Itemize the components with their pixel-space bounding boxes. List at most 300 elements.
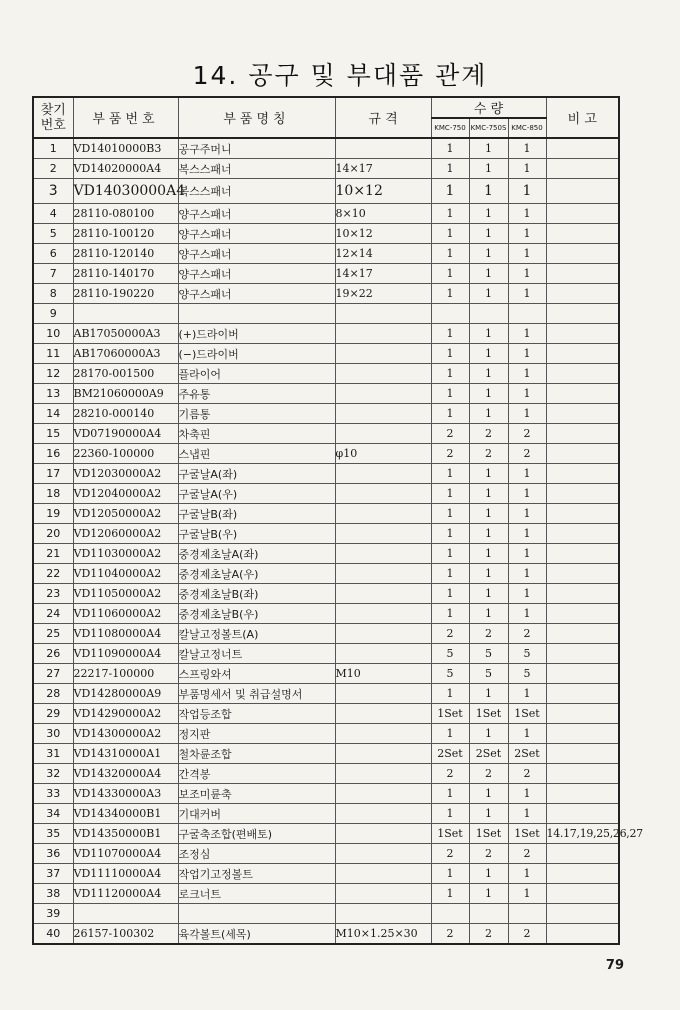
- part-number: 28110-140170: [73, 264, 178, 284]
- table-row: [33, 604, 619, 624]
- qty-kmc-750s: 1: [469, 284, 508, 304]
- specification: [335, 744, 431, 764]
- qty-kmc-750s: 2: [469, 844, 508, 864]
- qty-kmc-850: 1: [508, 264, 546, 284]
- specification: [335, 384, 431, 404]
- note: [546, 484, 619, 504]
- qty-kmc-850: 1: [508, 784, 546, 804]
- qty-kmc-850: 1: [508, 179, 546, 204]
- note: [546, 804, 619, 824]
- part-name: 중경제초날B(우): [178, 604, 335, 624]
- part-name: 공구주머니: [178, 138, 335, 159]
- table-row: [33, 344, 619, 364]
- table-row: [33, 179, 619, 204]
- header-find-no-line1: 찾기: [40, 102, 66, 118]
- part-number: [73, 904, 178, 924]
- specification: [335, 344, 431, 364]
- qty-kmc-750: 1: [431, 864, 469, 884]
- note: [546, 244, 619, 264]
- note: [546, 684, 619, 704]
- part-name: 칼날고정볼트(A): [178, 624, 335, 644]
- part-number: VD11030000A2: [73, 544, 178, 564]
- specification: [335, 404, 431, 424]
- table-row: [33, 864, 619, 884]
- find-number: 1: [33, 138, 73, 159]
- header-part-no: 부품번호: [73, 97, 178, 138]
- qty-kmc-750: 1: [431, 179, 469, 204]
- qty-kmc-850: 2: [508, 764, 546, 784]
- qty-kmc-750: 2: [431, 764, 469, 784]
- qty-kmc-750: 1: [431, 224, 469, 244]
- find-number: 18: [33, 484, 73, 504]
- table-row: [33, 884, 619, 904]
- qty-kmc-750s: 1: [469, 159, 508, 179]
- part-number: VD11090000A4: [73, 644, 178, 664]
- qty-kmc-750: [431, 904, 469, 924]
- qty-kmc-850: 1: [508, 884, 546, 904]
- note: [546, 504, 619, 524]
- table-row: [33, 464, 619, 484]
- qty-kmc-750s: 2Set: [469, 744, 508, 764]
- qty-kmc-750: 2: [431, 444, 469, 464]
- qty-kmc-750s: 1: [469, 484, 508, 504]
- specification: [335, 904, 431, 924]
- find-number: 2: [33, 159, 73, 179]
- table-row: [33, 824, 619, 844]
- part-name: 양구스패너: [178, 264, 335, 284]
- qty-kmc-750s: 1: [469, 138, 508, 159]
- specification: [335, 684, 431, 704]
- qty-kmc-750: 1: [431, 159, 469, 179]
- qty-kmc-750: 1Set: [431, 824, 469, 844]
- qty-kmc-850: 2: [508, 424, 546, 444]
- header-find-no: [33, 97, 73, 138]
- find-number: 12: [33, 364, 73, 384]
- part-number: VD14290000A2: [73, 704, 178, 724]
- find-number: 6: [33, 244, 73, 264]
- qty-kmc-750: 1: [431, 524, 469, 544]
- qty-kmc-750s: 1: [469, 784, 508, 804]
- part-name: 양구스패너: [178, 244, 335, 264]
- qty-kmc-750: 1: [431, 504, 469, 524]
- part-number: VD11060000A2: [73, 604, 178, 624]
- part-name: 간격봉: [178, 764, 335, 784]
- note: [546, 159, 619, 179]
- part-name: [178, 904, 335, 924]
- part-number: 28110-120140: [73, 244, 178, 264]
- find-number: 33: [33, 784, 73, 804]
- table-row: [33, 784, 619, 804]
- qty-kmc-850: 1: [508, 584, 546, 604]
- part-number: BM21060000A9: [73, 384, 178, 404]
- specification: [335, 844, 431, 864]
- specification: 14×17: [335, 264, 431, 284]
- qty-kmc-850: 1: [508, 724, 546, 744]
- qty-kmc-750s: 1: [469, 344, 508, 364]
- header-spec: 규 격: [335, 97, 431, 138]
- header-part-name: 부품명칭: [178, 97, 335, 138]
- find-number: 8: [33, 284, 73, 304]
- note: [546, 724, 619, 744]
- qty-kmc-750s: 1: [469, 684, 508, 704]
- find-number: 40: [33, 924, 73, 945]
- find-number: 21: [33, 544, 73, 564]
- part-name: 조정심: [178, 844, 335, 864]
- qty-kmc-750s: 1: [469, 604, 508, 624]
- qty-kmc-850: 1: [508, 159, 546, 179]
- specification: [335, 364, 431, 384]
- table-row: [33, 324, 619, 344]
- table-row: [33, 264, 619, 284]
- specification: M10: [335, 664, 431, 684]
- find-number: 36: [33, 844, 73, 864]
- table-row: [33, 644, 619, 664]
- specification: [335, 704, 431, 724]
- part-name: 스냅핀: [178, 444, 335, 464]
- qty-kmc-850: 1: [508, 384, 546, 404]
- qty-kmc-750: 1: [431, 484, 469, 504]
- qty-kmc-850: 1: [508, 204, 546, 224]
- page-title: 14. 공구 및 부대품 관계: [192, 61, 488, 90]
- note: [546, 924, 619, 945]
- part-name: 칼날고정너트: [178, 644, 335, 664]
- note: [546, 444, 619, 464]
- qty-kmc-850: 5: [508, 644, 546, 664]
- part-name: 차축핀: [178, 424, 335, 444]
- specification: [335, 724, 431, 744]
- part-name: 기름통: [178, 404, 335, 424]
- qty-kmc-750: 5: [431, 664, 469, 684]
- qty-kmc-750: 1: [431, 564, 469, 584]
- qty-kmc-750s: 1: [469, 244, 508, 264]
- qty-kmc-750: 1: [431, 804, 469, 824]
- table-row: [33, 924, 619, 945]
- qty-kmc-850: 1Set: [508, 704, 546, 724]
- part-number: [73, 304, 178, 324]
- qty-kmc-750: 2: [431, 924, 469, 945]
- qty-kmc-750s: 1: [469, 404, 508, 424]
- part-name: 복스스패너: [178, 159, 335, 179]
- part-name: 양구스패너: [178, 224, 335, 244]
- part-number: VD14310000A1: [73, 744, 178, 764]
- part-number: VD11050000A2: [73, 584, 178, 604]
- find-number: 3: [33, 179, 73, 204]
- part-number: AB17050000A3: [73, 324, 178, 344]
- find-number: 9: [33, 304, 73, 324]
- qty-kmc-850: 1: [508, 344, 546, 364]
- part-number: 26157-100302: [73, 924, 178, 945]
- qty-kmc-750s: [469, 304, 508, 324]
- qty-kmc-850: 1: [508, 684, 546, 704]
- find-number: 29: [33, 704, 73, 724]
- header-note: 비 고: [546, 97, 619, 138]
- table-row: [33, 764, 619, 784]
- part-name: 구굴날B(우): [178, 524, 335, 544]
- find-number: 34: [33, 804, 73, 824]
- qty-kmc-750s: 1: [469, 224, 508, 244]
- qty-kmc-750s: 2: [469, 444, 508, 464]
- qty-kmc-850: 1: [508, 404, 546, 424]
- find-number: 20: [33, 524, 73, 544]
- part-number: VD12030000A2: [73, 464, 178, 484]
- part-number: VD07190000A4: [73, 424, 178, 444]
- qty-kmc-750: 1: [431, 324, 469, 344]
- qty-kmc-850: 1: [508, 464, 546, 484]
- qty-kmc-750s: 2: [469, 924, 508, 945]
- find-number: 5: [33, 224, 73, 244]
- part-name: 보조미륜축: [178, 784, 335, 804]
- qty-kmc-750: 1: [431, 724, 469, 744]
- table-row: [33, 664, 619, 684]
- qty-kmc-750s: 1: [469, 179, 508, 204]
- find-number: 24: [33, 604, 73, 624]
- find-number: 23: [33, 584, 73, 604]
- specification: 14×17: [335, 159, 431, 179]
- part-number: VD14280000A9: [73, 684, 178, 704]
- table-row: [33, 564, 619, 584]
- note: [546, 844, 619, 864]
- qty-kmc-750: 2: [431, 624, 469, 644]
- part-number: VD14010000B3: [73, 138, 178, 159]
- qty-kmc-750s: 1: [469, 584, 508, 604]
- specification: [335, 524, 431, 544]
- qty-kmc-750s: 1: [469, 264, 508, 284]
- qty-kmc-850: 5: [508, 664, 546, 684]
- part-number: VD11070000A4: [73, 844, 178, 864]
- table-row: [33, 484, 619, 504]
- header-model-2: KMC-750S: [469, 118, 508, 138]
- table-row: [33, 304, 619, 324]
- qty-kmc-750s: 1: [469, 204, 508, 224]
- note: [546, 384, 619, 404]
- note: [546, 864, 619, 884]
- specification: M10×1.25×30: [335, 924, 431, 945]
- qty-kmc-850: 1: [508, 804, 546, 824]
- table-body: [33, 138, 643, 944]
- part-name: 육각볼트(세목): [178, 924, 335, 945]
- specification: [335, 464, 431, 484]
- table-row: [33, 624, 619, 644]
- specification: [335, 864, 431, 884]
- find-number: 15: [33, 424, 73, 444]
- part-number: VD14330000A3: [73, 784, 178, 804]
- note: [546, 764, 619, 784]
- qty-kmc-750: 1: [431, 244, 469, 264]
- qty-kmc-850: 2: [508, 924, 546, 945]
- specification: [335, 824, 431, 844]
- specification: [335, 564, 431, 584]
- find-number: 30: [33, 724, 73, 744]
- qty-kmc-750: 2: [431, 424, 469, 444]
- note: [546, 784, 619, 804]
- part-number: VD12060000A2: [73, 524, 178, 544]
- part-number: VD14020000A4: [73, 159, 178, 179]
- specification: 12×14: [335, 244, 431, 264]
- note: [546, 704, 619, 724]
- qty-kmc-750: 1: [431, 544, 469, 564]
- qty-kmc-750s: 2: [469, 424, 508, 444]
- qty-kmc-750s: 1: [469, 524, 508, 544]
- find-number: 38: [33, 884, 73, 904]
- part-number: VD14340000B1: [73, 804, 178, 824]
- qty-kmc-850: 1: [508, 524, 546, 544]
- find-number: 28: [33, 684, 73, 704]
- qty-kmc-750: 1: [431, 784, 469, 804]
- find-number: 14: [33, 404, 73, 424]
- part-name: [178, 304, 335, 324]
- qty-kmc-750: 1: [431, 464, 469, 484]
- specification: [335, 304, 431, 324]
- qty-kmc-750: 1Set: [431, 704, 469, 724]
- qty-kmc-750: 1: [431, 584, 469, 604]
- note: [546, 179, 619, 204]
- part-number: VD11110000A4: [73, 864, 178, 884]
- note: [546, 604, 619, 624]
- part-number: VD11040000A2: [73, 564, 178, 584]
- part-name: 정지판: [178, 724, 335, 744]
- table-row: [33, 159, 619, 179]
- qty-kmc-750: 1: [431, 884, 469, 904]
- part-number: 28210-000140: [73, 404, 178, 424]
- qty-kmc-850: 2Set: [508, 744, 546, 764]
- table-row: [33, 684, 619, 704]
- part-name: 구굴날A(우): [178, 484, 335, 504]
- qty-kmc-750: 1: [431, 684, 469, 704]
- note: 14.17,19,25,26,27: [546, 824, 619, 844]
- qty-kmc-750s: [469, 904, 508, 924]
- header-model-3: KMC-850: [508, 118, 546, 138]
- qty-kmc-850: 2: [508, 624, 546, 644]
- note: [546, 204, 619, 224]
- qty-kmc-850: 1: [508, 284, 546, 304]
- note: [546, 584, 619, 604]
- note: [546, 364, 619, 384]
- specification: [335, 884, 431, 904]
- qty-kmc-850: 1: [508, 564, 546, 584]
- part-number: 22360-100000: [73, 444, 178, 464]
- find-number: 4: [33, 204, 73, 224]
- qty-kmc-750: 2Set: [431, 744, 469, 764]
- qty-kmc-850: 2: [508, 444, 546, 464]
- part-name: 작업등조합: [178, 704, 335, 724]
- table-row: [33, 384, 619, 404]
- part-number: 22217-100000: [73, 664, 178, 684]
- part-number: VD11120000A4: [73, 884, 178, 904]
- part-name: 주유통: [178, 384, 335, 404]
- part-number: VD14320000A4: [73, 764, 178, 784]
- specification: [335, 764, 431, 784]
- qty-kmc-750s: 1Set: [469, 704, 508, 724]
- qty-kmc-750s: 5: [469, 664, 508, 684]
- table-row: [33, 404, 619, 424]
- qty-kmc-750s: 1: [469, 324, 508, 344]
- qty-kmc-750: 1: [431, 604, 469, 624]
- note: [546, 138, 619, 159]
- qty-kmc-750s: 1Set: [469, 824, 508, 844]
- find-number: 37: [33, 864, 73, 884]
- note: [546, 884, 619, 904]
- qty-kmc-750s: 5: [469, 644, 508, 664]
- part-number: VD12040000A2: [73, 484, 178, 504]
- table-row: [33, 584, 619, 604]
- find-number: 27: [33, 664, 73, 684]
- specification: [335, 584, 431, 604]
- find-number: 11: [33, 344, 73, 364]
- specification: [335, 504, 431, 524]
- specification: 10×12: [335, 224, 431, 244]
- qty-kmc-750s: 1: [469, 884, 508, 904]
- find-number: 22: [33, 564, 73, 584]
- part-number: AB17060000A3: [73, 344, 178, 364]
- qty-kmc-750: 1: [431, 264, 469, 284]
- qty-kmc-850: [508, 304, 546, 324]
- part-name: 철차륜조합: [178, 744, 335, 764]
- qty-kmc-850: 1: [508, 544, 546, 564]
- note: [546, 304, 619, 324]
- qty-kmc-850: 1: [508, 138, 546, 159]
- qty-kmc-750s: 1: [469, 544, 508, 564]
- qty-kmc-750: 1: [431, 384, 469, 404]
- note: [546, 404, 619, 424]
- qty-kmc-850: 1: [508, 224, 546, 244]
- part-name: 기대커버: [178, 804, 335, 824]
- part-name: 구굴축조합(편배토): [178, 824, 335, 844]
- note: [546, 224, 619, 244]
- note: [546, 344, 619, 364]
- table-row: [33, 804, 619, 824]
- note: [546, 284, 619, 304]
- specification: [335, 604, 431, 624]
- part-name: 양구스패너: [178, 204, 335, 224]
- qty-kmc-750s: 1: [469, 864, 508, 884]
- qty-kmc-750: 5: [431, 644, 469, 664]
- qty-kmc-750s: 1: [469, 504, 508, 524]
- part-name: (−)드라이버: [178, 344, 335, 364]
- qty-kmc-750s: 2: [469, 764, 508, 784]
- table-row: [33, 444, 619, 464]
- table-row: [33, 524, 619, 544]
- part-name: 로크너트: [178, 884, 335, 904]
- qty-kmc-750: 1: [431, 138, 469, 159]
- table-row: [33, 744, 619, 764]
- qty-kmc-750: 2: [431, 844, 469, 864]
- part-name: 중경제초날A(우): [178, 564, 335, 584]
- find-number: 16: [33, 444, 73, 464]
- note: [546, 664, 619, 684]
- table-row: [33, 724, 619, 744]
- note: [546, 744, 619, 764]
- table-row: [33, 504, 619, 524]
- part-number: VD14300000A2: [73, 724, 178, 744]
- table-row: [33, 844, 619, 864]
- note: [546, 644, 619, 664]
- specification: [335, 484, 431, 504]
- find-number: 10: [33, 324, 73, 344]
- table-row: [33, 364, 619, 384]
- find-number: 35: [33, 824, 73, 844]
- part-number: 28110-190220: [73, 284, 178, 304]
- part-number: VD14350000B1: [73, 824, 178, 844]
- note: [546, 464, 619, 484]
- part-name: 중경제초날B(좌): [178, 584, 335, 604]
- qty-kmc-750s: 1: [469, 364, 508, 384]
- header-model-1: KMC-750: [431, 118, 469, 138]
- part-number: 28110-100120: [73, 224, 178, 244]
- specification: [335, 624, 431, 644]
- table-row: [33, 224, 619, 244]
- qty-kmc-750s: 1: [469, 724, 508, 744]
- table-row: [33, 904, 619, 924]
